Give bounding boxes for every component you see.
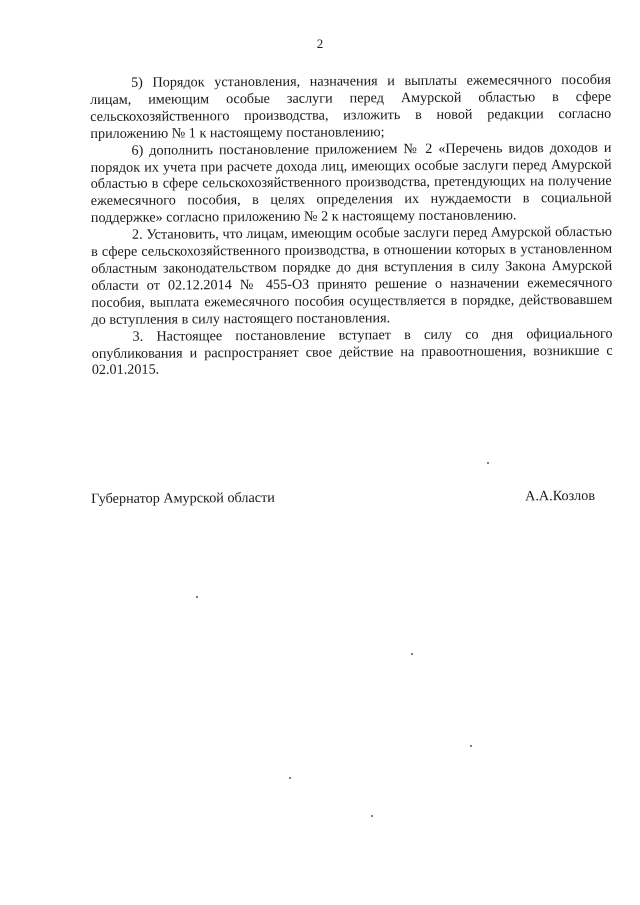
paragraph-item-5: 5) Порядок установления, назначения и выплаты ежемесячного пособия лицам, имеющим особые заслуги перед Амурской областью в сфере сельскохозяйственного производства, изложить в новой редакции согласно приложению № 1 к настоящему постановлению; bbox=[90, 71, 612, 142]
page-number: 2 bbox=[316, 36, 324, 51]
scan-speck bbox=[487, 462, 489, 464]
scan-speck bbox=[196, 596, 198, 598]
signature-block bbox=[91, 488, 595, 508]
signatory-name: А.А.Козлов bbox=[525, 487, 596, 505]
paragraph-section-3: 3. Настоящее постановление вступает в силу со дня официального опубликования и распространяет свое действие на правоотношения, возникшие с 02.01.2015. bbox=[91, 325, 613, 379]
document-body bbox=[90, 72, 613, 379]
scan-speck bbox=[470, 745, 472, 747]
paragraph-item-6: 6) дополнить постановление приложением № 2 «Перечень видов доходов и порядок их учета при расчете дохода лиц, имеющих особые заслуги перед Амурской областью в сфере сельскохозяйственного производства, претендующих на получение ежемесячного пособия, в целях определения их нуждаемости в социальной поддержке» согласно приложению № 2 к настоящему постановлению. bbox=[90, 139, 612, 227]
scan-speck bbox=[411, 653, 413, 655]
signatory-position: Губернатор Амурской области bbox=[91, 489, 275, 507]
scan-speck bbox=[371, 815, 373, 817]
paragraph-section-2: 2. Установить, что лицам, имеющим особые заслуги перед Амурской областью в сфере сельскохозяйственного производства, в отношении которых в установленном областным законодательством порядке до дня вступления в силу Закона Амурской области от 02.12.2014 № 455-ОЗ принято решение о назначении ежемесячного пособия, выплата ежемесячного пособия осуществляется в порядке, действовавшем до вступления в силу настоящего постановления. bbox=[91, 223, 613, 328]
scan-speck bbox=[289, 777, 291, 779]
